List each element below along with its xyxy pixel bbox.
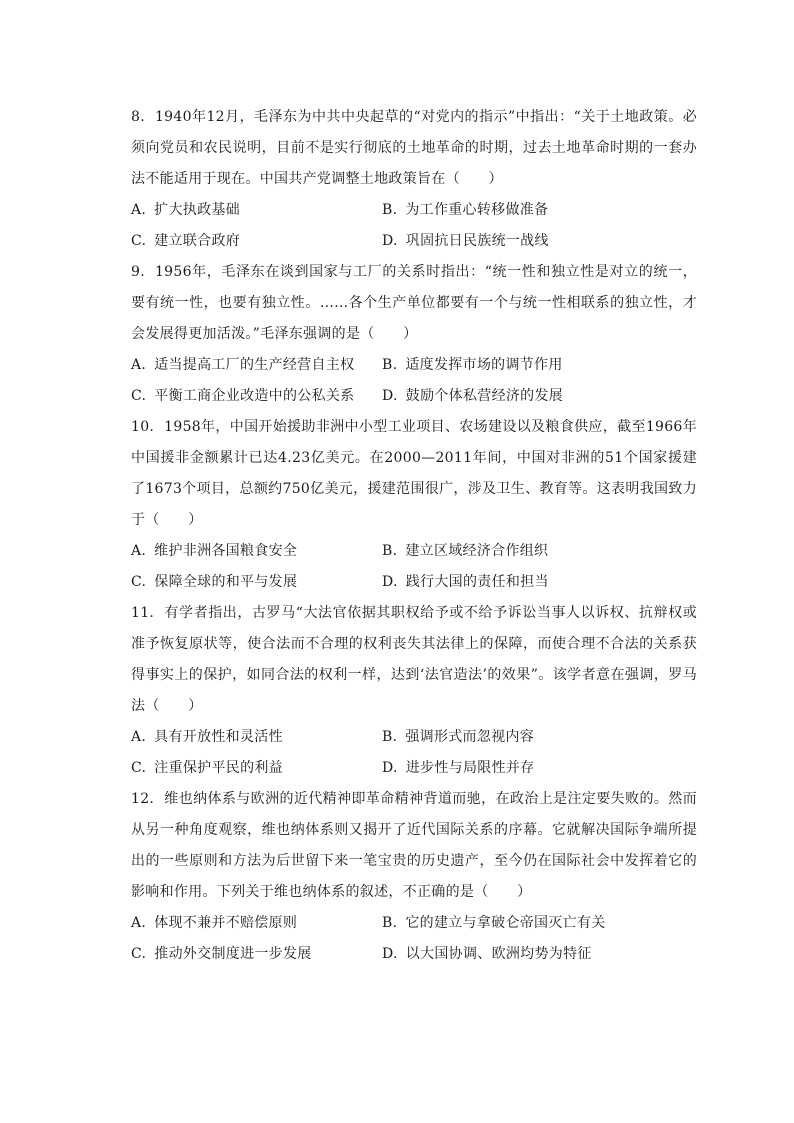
question-number: 8. <box>131 109 145 125</box>
question-10 <box>131 412 697 598</box>
question-11 <box>131 598 697 784</box>
option-c[interactable]: C. 推动外交制度进一步发展 <box>131 946 312 962</box>
option-a[interactable]: A. 体现不兼并不赔偿原则 <box>131 915 298 931</box>
question-stem <box>131 257 697 350</box>
option-c[interactable]: C. 注重保护平民的利益 <box>131 760 283 776</box>
question-12 <box>131 784 697 970</box>
option-b[interactable]: B. 建立区域经济合作组织 <box>382 543 549 559</box>
option-c[interactable]: C. 平衡工商企业改造中的公私关系 <box>131 388 355 404</box>
option-a[interactable]: A. 具有开放性和灵活性 <box>131 729 283 745</box>
option-d[interactable]: D. 鼓励个体私营经济的发展 <box>382 388 564 404</box>
question-stem <box>131 784 697 908</box>
option-d[interactable]: D. 进步性与局限性并存 <box>382 760 535 776</box>
option-b[interactable]: B. 适度发挥市场的调节作用 <box>382 357 563 373</box>
option-grid <box>131 722 697 784</box>
option-a[interactable]: A. 扩大执政基础 <box>131 202 240 218</box>
option-b[interactable]: B. 为工作重心转移做准备 <box>382 202 549 218</box>
option-b[interactable]: B. 强调形式而忽视内容 <box>382 729 535 745</box>
question-stem <box>131 102 697 195</box>
option-a[interactable]: A. 维护非洲各国粮食安全 <box>131 543 298 559</box>
option-c[interactable]: C. 建立联合政府 <box>131 233 241 249</box>
question-text: 1958年，中国开始援助非洲中小型工业项目、农场建设以及粮食供应，截至1966年中国援非金额累计已达4.23亿美元。在2000—2011年间，中国对非洲的51个国家援建了1673个项目，总额约750亿美元，援建范围很广，涉及卫生、教育等。这表明我国致力于（ ） <box>131 419 697 528</box>
question-text: 1940年12月，毛泽东为中共中央起草的“对党内的指示”中指出：“关于土地政策。必须向党员和农民说明，目前不是实行彻底的土地革命的时期，过去土地革命时期的一套办法不能适用于现在。中国共产党调整土地政策旨在（ ） <box>131 109 697 187</box>
option-b[interactable]: B. 它的建立与拿破仑帝国灭亡有关 <box>382 915 606 931</box>
question-8 <box>131 102 697 257</box>
question-number: 12. <box>131 791 155 807</box>
question-number: 10. <box>131 419 155 435</box>
option-grid <box>131 350 697 412</box>
option-grid <box>131 195 697 257</box>
option-d[interactable]: D. 践行大国的责任和担当 <box>382 574 549 590</box>
option-d[interactable]: D. 巩固抗日民族统一战线 <box>382 233 549 249</box>
question-number: 9. <box>131 264 145 280</box>
option-grid <box>131 908 697 970</box>
option-grid <box>131 536 697 598</box>
question-text: 1956年，毛泽东在谈到国家与工厂的关系时指出：“统一性和独立性是对立的统一，要有统一性，也要有独立性。……各个生产单位都要有一个与统一性相联系的独立性，才会发展得更加活泼。”毛泽东强调的是（ ） <box>131 264 697 342</box>
question-text: 维也纳体系与欧洲的近代精神即革命精神背道而驰，在政治上是注定要失败的。然而从另一种角度观察，维也纳体系则又揭开了近代国际关系的序幕。它就解决国际争端所提出的一些原则和方法为后世留下来一笔宝贵的历史遗产，至今仍在国际社会中发挥着它的影响和作用。下列关于维也纳体系的叙述，不正确的是（ ） <box>131 791 697 900</box>
option-c[interactable]: C. 保障全球的和平与发展 <box>131 574 298 590</box>
question-text: 有学者指出，古罗马“大法官依据其职权给予或不给予诉讼当事人以诉权、抗辩权或准予恢复原状等，使合法而不合理的权利丧失其法律上的保障，而使合理不合法的关系获得事实上的保护，如同合法的权利一样，达到‘法官造法’的效果”。该学者意在强调，罗马法（ ） <box>131 605 697 714</box>
question-9 <box>131 257 697 412</box>
question-list <box>131 102 697 970</box>
question-stem <box>131 598 697 722</box>
option-a[interactable]: A. 适当提高工厂的生产经营自主权 <box>131 357 355 373</box>
question-number: 11. <box>131 605 155 621</box>
option-d[interactable]: D. 以大国协调、欧洲均势为特征 <box>382 946 592 962</box>
question-stem <box>131 412 697 536</box>
